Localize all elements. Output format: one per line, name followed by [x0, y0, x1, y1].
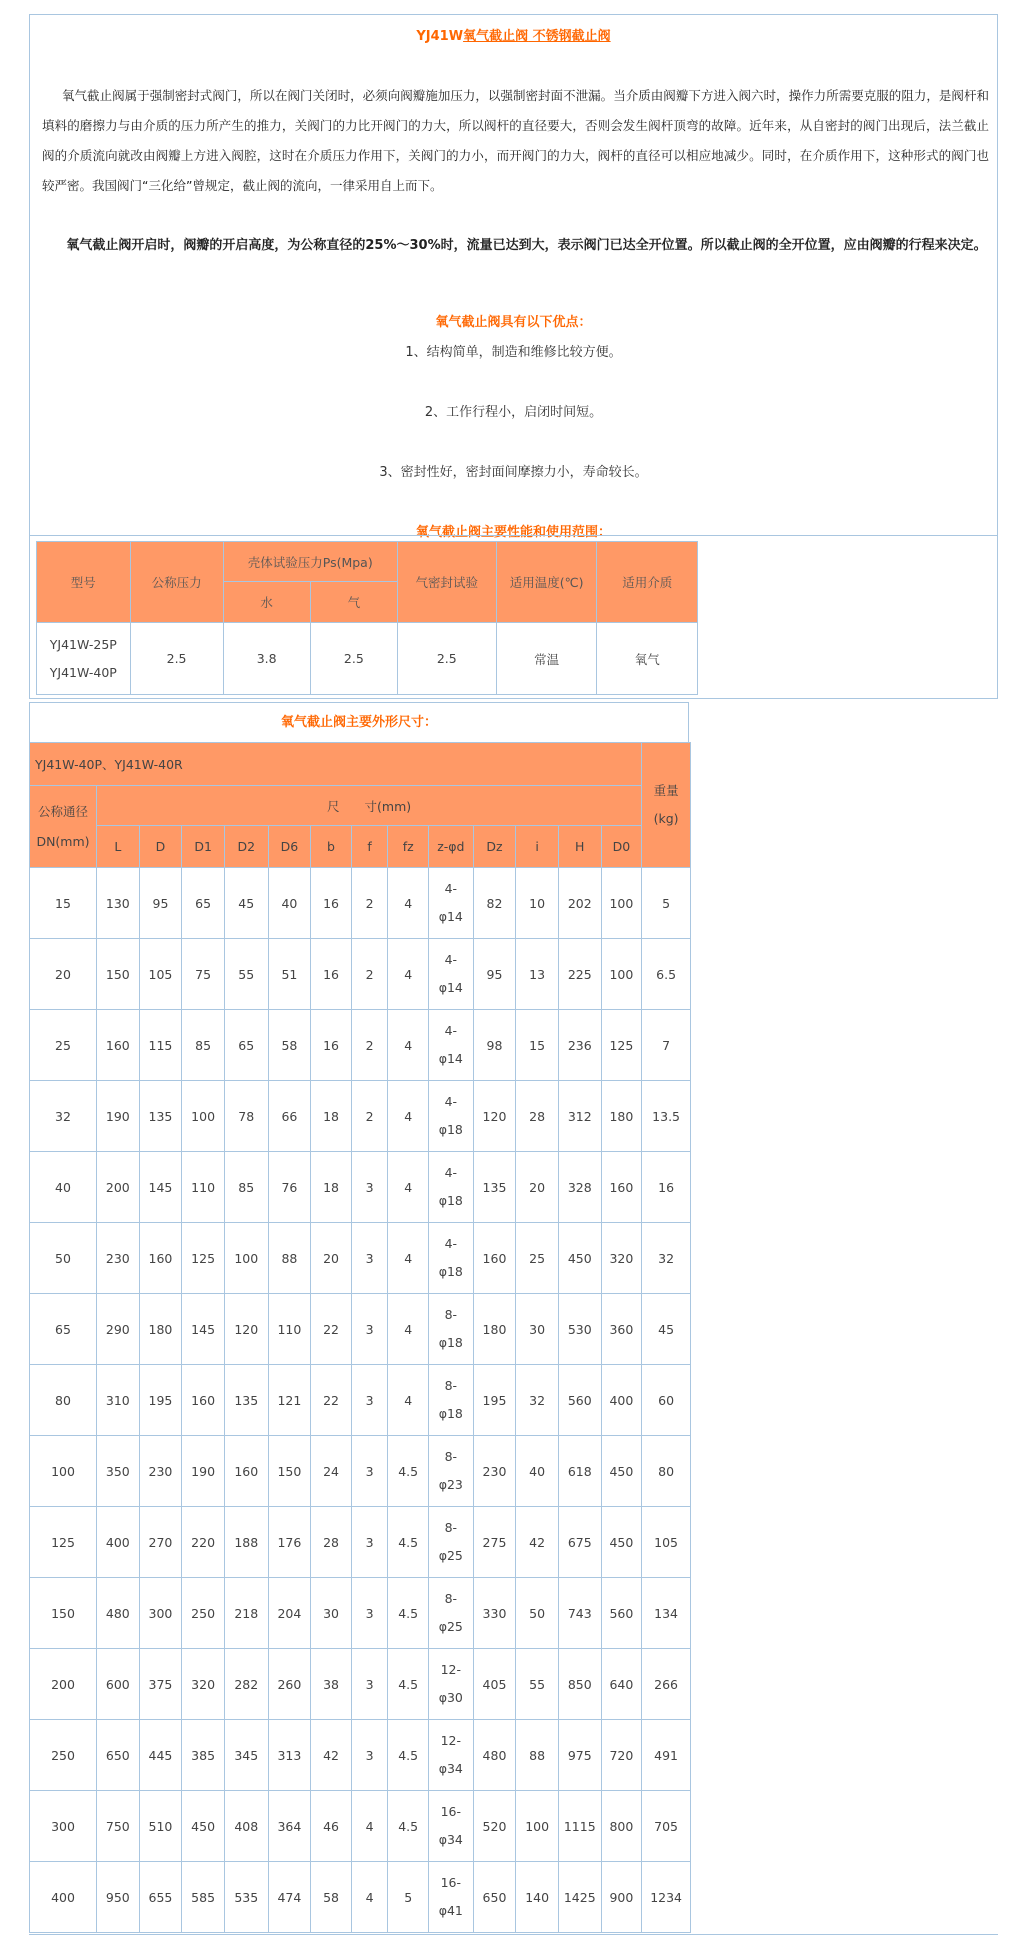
table-cell: 1425: [558, 1862, 601, 1933]
table-cell: 3: [351, 1720, 388, 1791]
table-cell: 15: [30, 868, 97, 939]
table-cell: 364: [268, 1791, 311, 1862]
table-cell: 190: [182, 1436, 225, 1507]
cell-medium: 氧气: [597, 623, 698, 695]
dimensions-heading: 氧气截止阀主要外形尺寸：: [29, 702, 689, 742]
table-cell: 150: [268, 1436, 311, 1507]
table-cell: 50: [30, 1223, 97, 1294]
table-cell: 655: [139, 1862, 182, 1933]
table-row: [30, 1152, 691, 1223]
table-cell: 100: [601, 939, 642, 1010]
table-cell: 88: [268, 1223, 311, 1294]
table-cell: 2: [351, 1010, 388, 1081]
table-cell: 25: [30, 1010, 97, 1081]
advantages-heading: 氧气截止阀具有以下优点：: [435, 315, 592, 330]
table-cell: 100: [601, 868, 642, 939]
table-cell: 220: [182, 1507, 225, 1578]
table-cell: 560: [601, 1578, 642, 1649]
page-title: [30, 25, 997, 44]
table-cell: 375: [139, 1649, 182, 1720]
table-cell: 145: [182, 1294, 225, 1365]
table-cell: 720: [601, 1720, 642, 1791]
table-cell: 150: [97, 939, 140, 1010]
col-header: D0: [601, 826, 642, 868]
table-cell: 180: [139, 1294, 182, 1365]
table-cell: 85: [182, 1010, 225, 1081]
table-cell: 55: [516, 1649, 559, 1720]
table-cell: 76: [268, 1152, 311, 1223]
table-cell: 80: [30, 1365, 97, 1436]
table-cell: 4: [388, 1294, 429, 1365]
table-cell: 560: [558, 1365, 601, 1436]
title-model: YJ41W: [416, 29, 464, 44]
para2-prefix: 氧气: [66, 238, 93, 253]
table-cell: 313: [268, 1720, 311, 1791]
table-cell: 18: [311, 1152, 352, 1223]
table-cell: 65: [30, 1294, 97, 1365]
table-cell: 4: [388, 868, 429, 939]
table-cell: 320: [601, 1223, 642, 1294]
table-cell: 150: [30, 1578, 97, 1649]
table-cell: 4: [388, 1365, 429, 1436]
table-cell: 135: [224, 1365, 268, 1436]
table-cell: 450: [601, 1507, 642, 1578]
table-cell: 743: [558, 1578, 601, 1649]
table-cell: 13.5: [642, 1081, 691, 1152]
table-cell: 95: [473, 939, 516, 1010]
table-row: [30, 1507, 691, 1578]
table-cell: 58: [311, 1862, 352, 1933]
table-row: [30, 1081, 691, 1152]
table-cell: 180: [601, 1081, 642, 1152]
table-cell: 65: [224, 1010, 268, 1081]
table-cell: 190: [97, 1081, 140, 1152]
table-cell: 510: [139, 1791, 182, 1862]
col-header: D2: [224, 826, 268, 868]
table-cell: 4- φ18: [428, 1152, 473, 1223]
table-cell: 3: [351, 1436, 388, 1507]
table-cell: 266: [642, 1649, 691, 1720]
table-cell: 16- φ41: [428, 1862, 473, 1933]
table-cell: 200: [97, 1152, 140, 1223]
table-cell: 230: [139, 1436, 182, 1507]
table-cell: 28: [311, 1507, 352, 1578]
table-cell: 5: [388, 1862, 429, 1933]
table-cell: 618: [558, 1436, 601, 1507]
table-cell: 28: [516, 1081, 559, 1152]
cell-temp: 常温: [496, 623, 597, 695]
table-cell: 4.5: [388, 1578, 429, 1649]
col-header: H: [558, 826, 601, 868]
table-cell: 130: [97, 868, 140, 939]
col-header: L: [97, 826, 140, 868]
table-cell: 160: [224, 1436, 268, 1507]
table-cell: 400: [97, 1507, 140, 1578]
cell-models: [37, 623, 131, 695]
table-row: [30, 1365, 691, 1436]
table-cell: 18: [311, 1081, 352, 1152]
table-cell: 42: [516, 1507, 559, 1578]
table-cell: 180: [473, 1294, 516, 1365]
header-seal-test: 气密封试验: [397, 542, 496, 623]
header-nominal-pressure: 公称压力: [130, 542, 223, 623]
table-cell: 8- φ18: [428, 1365, 473, 1436]
table-cell: 1115: [558, 1791, 601, 1862]
table-cell: 121: [268, 1365, 311, 1436]
table-cell: 900: [601, 1862, 642, 1933]
col-header: b: [311, 826, 352, 868]
table-cell: 535: [224, 1862, 268, 1933]
title-link-2[interactable]: 不锈钢截止阀: [528, 29, 611, 44]
table-row: [30, 1578, 691, 1649]
table-cell: 160: [601, 1152, 642, 1223]
table-cell: 50: [516, 1578, 559, 1649]
table-cell: 450: [601, 1436, 642, 1507]
table-cell: 20: [311, 1223, 352, 1294]
cell-pn: 2.5: [130, 623, 223, 695]
table-cell: 40: [30, 1152, 97, 1223]
col-header: D6: [268, 826, 311, 868]
col-header: z-φd: [428, 826, 473, 868]
table-cell: 850: [558, 1649, 601, 1720]
table-cell: 6.5: [642, 939, 691, 1010]
table-cell: 125: [182, 1223, 225, 1294]
table-cell: 385: [182, 1720, 225, 1791]
table-cell: 195: [139, 1365, 182, 1436]
table-cell: 188: [224, 1507, 268, 1578]
table-row: [30, 1649, 691, 1720]
table-cell: 22: [311, 1365, 352, 1436]
table-cell: 270: [139, 1507, 182, 1578]
table-cell: 100: [224, 1223, 268, 1294]
table-cell: 134: [642, 1578, 691, 1649]
table-row: [30, 1862, 691, 1933]
table-cell: 650: [97, 1720, 140, 1791]
performance-table: [36, 541, 698, 695]
table-cell: 4.5: [388, 1791, 429, 1862]
table-cell: 82: [473, 868, 516, 939]
table-cell: 3: [351, 1152, 388, 1223]
table-cell: 135: [473, 1152, 516, 1223]
table-cell: 328: [558, 1152, 601, 1223]
table-cell: 95: [139, 868, 182, 939]
table-cell: 46: [311, 1791, 352, 1862]
header-model: 型号: [37, 542, 131, 623]
divider: [30, 535, 997, 536]
table-row: [30, 1294, 691, 1365]
table-row: [30, 939, 691, 1010]
table-cell: 66: [268, 1081, 311, 1152]
performance-heading: 氧气截止阀主要性能和使用范围：: [415, 525, 611, 540]
table-cell: 275: [473, 1507, 516, 1578]
table-cell: 230: [97, 1223, 140, 1294]
table-cell: 24: [311, 1436, 352, 1507]
table-cell: 10: [516, 868, 559, 939]
table-cell: 160: [139, 1223, 182, 1294]
table-cell: 25: [516, 1223, 559, 1294]
table-cell: 100: [182, 1081, 225, 1152]
table-cell: 450: [558, 1223, 601, 1294]
header-gas: 气: [310, 582, 397, 623]
table-cell: 16: [311, 939, 352, 1010]
table-cell: 320: [182, 1649, 225, 1720]
table-cell: 1234: [642, 1862, 691, 1933]
table-cell: 530: [558, 1294, 601, 1365]
col-header: Dz: [473, 826, 516, 868]
table-cell: 218: [224, 1578, 268, 1649]
table-cell: 3: [351, 1507, 388, 1578]
table-cell: 58: [268, 1010, 311, 1081]
table-cell: 675: [558, 1507, 601, 1578]
table-cell: 13: [516, 939, 559, 1010]
table-row: [30, 1436, 691, 1507]
table-cell: 4- φ14: [428, 868, 473, 939]
table-cell: 260: [268, 1649, 311, 1720]
table-cell: 100: [516, 1791, 559, 1862]
table-cell: 585: [182, 1862, 225, 1933]
header-medium: 适用介质: [597, 542, 698, 623]
table-cell: 200: [30, 1649, 97, 1720]
table-cell: 32: [30, 1081, 97, 1152]
table-cell: 4: [388, 1223, 429, 1294]
table-cell: 450: [182, 1791, 225, 1862]
table-cell: 140: [516, 1862, 559, 1933]
table-cell: 38: [311, 1649, 352, 1720]
bottom-divider: [29, 1934, 998, 1935]
dimensions-table: [29, 742, 691, 1933]
model-40p: YJ41W-40P: [49, 664, 117, 680]
table-cell: 600: [97, 1649, 140, 1720]
table-row: [30, 1223, 691, 1294]
table-cell: 2: [351, 939, 388, 1010]
table-cell: 15: [516, 1010, 559, 1081]
table-cell: 176: [268, 1507, 311, 1578]
table-cell: 4.5: [388, 1507, 429, 1578]
table-cell: 4: [388, 1081, 429, 1152]
table-cell: 4- φ14: [428, 1010, 473, 1081]
table-cell: 250: [30, 1720, 97, 1791]
table-cell: 45: [642, 1294, 691, 1365]
table-cell: 110: [182, 1152, 225, 1223]
table-cell: 120: [224, 1294, 268, 1365]
table-cell: 204: [268, 1578, 311, 1649]
table-cell: 75: [182, 939, 225, 1010]
advantage-item-2: 2、工作行程小，启闭时间短。: [424, 405, 603, 420]
col-header: i: [516, 826, 559, 868]
table-cell: 705: [642, 1791, 691, 1862]
table-cell: 3: [351, 1578, 388, 1649]
table-cell: 32: [642, 1223, 691, 1294]
table-cell: 950: [97, 1862, 140, 1933]
header-weight: [642, 743, 691, 868]
table-cell: 400: [30, 1862, 97, 1933]
table-cell: 51: [268, 939, 311, 1010]
table-cell: 800: [601, 1791, 642, 1862]
table-cell: 115: [139, 1010, 182, 1081]
table-cell: 300: [30, 1791, 97, 1862]
table-cell: 520: [473, 1791, 516, 1862]
table-cell: 345: [224, 1720, 268, 1791]
table-cell: 236: [558, 1010, 601, 1081]
table-cell: 4: [351, 1862, 388, 1933]
table-cell: 225: [558, 939, 601, 1010]
table-cell: 125: [30, 1507, 97, 1578]
table-cell: 22: [311, 1294, 352, 1365]
table-cell: 4: [388, 1010, 429, 1081]
table-cell: 105: [139, 939, 182, 1010]
table-cell: 330: [473, 1578, 516, 1649]
table-cell: 65: [182, 868, 225, 939]
table-cell: 40: [516, 1436, 559, 1507]
table-cell: 135: [139, 1081, 182, 1152]
col-header: D: [139, 826, 182, 868]
table-row: [30, 1791, 691, 1862]
table-cell: 85: [224, 1152, 268, 1223]
header-water: 水: [223, 582, 310, 623]
table-cell: 480: [473, 1720, 516, 1791]
col-header: D1: [182, 826, 225, 868]
table-cell: 491: [642, 1720, 691, 1791]
cell-seal: 2.5: [397, 623, 496, 695]
content-panel: [29, 14, 998, 699]
table-cell: 360: [601, 1294, 642, 1365]
table-cell: 4.5: [388, 1649, 429, 1720]
table-cell: 12- φ30: [428, 1649, 473, 1720]
table-cell: 8- φ25: [428, 1578, 473, 1649]
table-cell: 300: [139, 1578, 182, 1649]
title-link[interactable]: 氧气截止阀: [463, 29, 529, 44]
table-cell: 125: [601, 1010, 642, 1081]
table-cell: 230: [473, 1436, 516, 1507]
intro-paragraph: 氧气截止阀属于强制密封式阀门，所以在阀门关闭时，必须向阀瓣施加压力，以强制密封面不泄漏。当介质由阀瓣下方进入阀六时，操作力所需要克服的阻力，是阀杆和填料的磨擦力与由介质的压力所产生的推力，关阀门的力比开阀门的力大，所以阀杆的直径要大，否则会发生阀杆顶弯的故障。近年来，从自密封的阀门出现后，法兰截止阀的介质流向就改由阀瓣上方进入阀腔，这时在介质压力作用下，关阀门的力小，而开阀门的力大，阀杆的直径可以相应地减少。同时，在介质作用下，这种形式的阀门也较严密。我国阀门“三化给”曾规定，截止阀的流向，一律采用自上而下。: [42, 88, 989, 193]
table-cell: 32: [516, 1365, 559, 1436]
table-cell: 8- φ23: [428, 1436, 473, 1507]
table-cell: 250: [182, 1578, 225, 1649]
table-cell: 350: [97, 1436, 140, 1507]
col-header: f: [351, 826, 388, 868]
table-cell: 78: [224, 1081, 268, 1152]
table-cell: 40: [268, 868, 311, 939]
table-cell: 3: [351, 1649, 388, 1720]
table-cell: 4: [388, 1152, 429, 1223]
weight-label: 重量(kg): [653, 783, 679, 826]
table-cell: 8- φ25: [428, 1507, 473, 1578]
table-cell: 405: [473, 1649, 516, 1720]
table-cell: 400: [601, 1365, 642, 1436]
table-cell: 98: [473, 1010, 516, 1081]
table-cell: 4: [351, 1791, 388, 1862]
table-cell: 120: [473, 1081, 516, 1152]
table-cell: 5: [642, 868, 691, 939]
table-cell: 145: [139, 1152, 182, 1223]
table-cell: 3: [351, 1223, 388, 1294]
table-cell: 42: [311, 1720, 352, 1791]
table-cell: 16- φ34: [428, 1791, 473, 1862]
table-cell: 55: [224, 939, 268, 1010]
table-cell: 105: [642, 1507, 691, 1578]
table-cell: 4.5: [388, 1720, 429, 1791]
advantage-item-3: 3、密封性好，密封面间摩擦力小，寿命较长。: [379, 465, 648, 480]
table-cell: 480: [97, 1578, 140, 1649]
cell-water: 3.8: [223, 623, 310, 695]
opening-paragraph: [42, 231, 991, 261]
header-dn: 公称通径DN(mm): [30, 786, 97, 868]
header-size: 尺 寸(mm): [97, 786, 642, 826]
table-cell: 20: [30, 939, 97, 1010]
advantage-item-1: 1、结构简单，制造和维修比较方便。: [405, 345, 622, 360]
table-cell: 2: [351, 868, 388, 939]
table-cell: 16: [311, 868, 352, 939]
table-cell: 282: [224, 1649, 268, 1720]
table-cell: 30: [516, 1294, 559, 1365]
table-cell: 4.5: [388, 1436, 429, 1507]
table-cell: 160: [473, 1223, 516, 1294]
table-cell: 12- φ34: [428, 1720, 473, 1791]
table-cell: 88: [516, 1720, 559, 1791]
table-cell: 3: [351, 1365, 388, 1436]
table-cell: 4- φ18: [428, 1223, 473, 1294]
table-cell: 202: [558, 868, 601, 939]
table-cell: 445: [139, 1720, 182, 1791]
table-cell: 100: [30, 1436, 97, 1507]
table-cell: 750: [97, 1791, 140, 1862]
table-cell: 80: [642, 1436, 691, 1507]
para2-keyword: 截止阀: [92, 238, 132, 253]
cell-gas: 2.5: [310, 623, 397, 695]
table-cell: 110: [268, 1294, 311, 1365]
table-cell: 4: [388, 939, 429, 1010]
table-cell: 312: [558, 1081, 601, 1152]
table-row: [30, 1720, 691, 1791]
table-cell: 640: [601, 1649, 642, 1720]
table-cell: 4- φ14: [428, 939, 473, 1010]
table-cell: 2: [351, 1081, 388, 1152]
table-cell: 650: [473, 1862, 516, 1933]
table-cell: 20: [516, 1152, 559, 1223]
table-cell: 290: [97, 1294, 140, 1365]
model-25p: YJ41W-25P: [49, 636, 117, 652]
table-cell: 60: [642, 1365, 691, 1436]
table-cell: 45: [224, 868, 268, 939]
table-cell: 160: [97, 1010, 140, 1081]
table-cell: 8- φ18: [428, 1294, 473, 1365]
table-row: [30, 1010, 691, 1081]
table-cell: 474: [268, 1862, 311, 1933]
table-row: [30, 868, 691, 939]
table-cell: 16: [311, 1010, 352, 1081]
header-temperature: 适用温度(℃): [496, 542, 597, 623]
table-cell: 408: [224, 1791, 268, 1862]
header-shell-test: 壳体试验压力Ps(Mpa): [223, 542, 397, 582]
table-cell: 30: [311, 1578, 352, 1649]
table-cell: 7: [642, 1010, 691, 1081]
col-header: fz: [388, 826, 429, 868]
table-cell: 16: [642, 1152, 691, 1223]
table-cell: 4- φ18: [428, 1081, 473, 1152]
table-cell: 310: [97, 1365, 140, 1436]
para2-text: 开启时，阀瓣的开启高度，为公称直径的25%～30%时，流量已达到大，表示阀门已达全开位置。所以截止阀的全开位置，应由阀瓣的行程来决定。: [131, 238, 987, 253]
model-header: YJ41W-40P、YJ41W-40R: [30, 743, 642, 786]
table-cell: 195: [473, 1365, 516, 1436]
table-cell: 975: [558, 1720, 601, 1791]
table-cell: 3: [351, 1294, 388, 1365]
table-cell: 160: [182, 1365, 225, 1436]
